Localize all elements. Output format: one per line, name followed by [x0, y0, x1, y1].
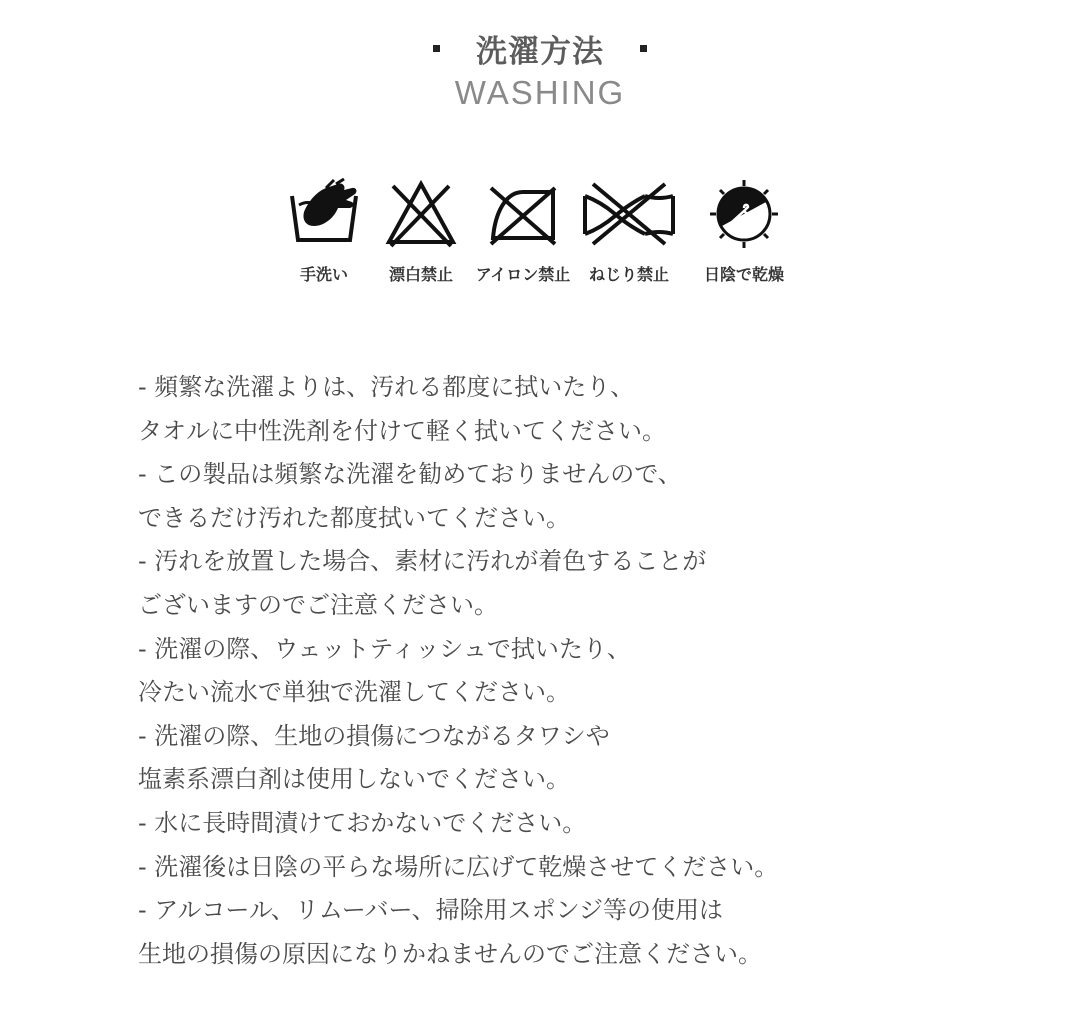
no-iron-icon [485, 178, 561, 248]
note-line: - この製品は頻繁な洗濯を勧めておりませんので、 [138, 460, 682, 489]
note-line: - 洗濯の際、ウェットティッシュで拭いたり、 [138, 634, 631, 663]
care-symbols [282, 178, 802, 298]
shade-dry-icon [706, 178, 782, 248]
care-item-hand-wash [272, 178, 376, 285]
washing-notes [138, 366, 1018, 976]
note-line: - 洗濯後は日陰の平らな場所に広げて乾燥させてください。 [138, 852, 779, 881]
care-label: 手洗い [299, 265, 348, 284]
title-row [0, 26, 1080, 70]
note-line: 冷たい流水で単独で洗濯してください。 [138, 678, 570, 707]
left-square-bullet [433, 45, 440, 52]
note-line: - アルコール、リムーバー、掃除用スポンジ等の使用は [138, 896, 723, 925]
care-label: 日陰で乾燥 [703, 265, 784, 284]
note-line: 塩素系漂白剤は使用しないでください。 [138, 765, 570, 794]
care-label: 漂白禁止 [388, 265, 453, 284]
note-line: - 洗濯の際、生地の損傷につながるタワシや [138, 721, 610, 750]
page-title: 洗濯方法 [476, 33, 604, 70]
care-item-no-iron [471, 178, 575, 285]
hand-wash-icon [286, 178, 362, 248]
no-wring-icon [579, 178, 679, 248]
care-item-shade-dry [692, 178, 796, 285]
note-line: ございますのでご注意ください。 [138, 590, 498, 619]
care-label: ねじり禁止 [588, 265, 669, 284]
right-square-bullet [640, 45, 647, 52]
care-item-no-wring [577, 178, 681, 285]
note-line: - 頻繁な洗濯よりは、汚れる都度に拭いたり、 [138, 373, 635, 401]
page-header [0, 26, 1080, 112]
no-bleach-icon [383, 178, 459, 248]
care-item-no-bleach [369, 178, 473, 285]
note-line: できるだけ汚れた都度拭いてください。 [138, 503, 570, 532]
note-line: タオルに中性洗剤を付けて軽く拭いてください。 [138, 416, 666, 445]
page-subtitle: WASHING [454, 74, 626, 111]
note-line: - 水に長時間漬けておかないでください。 [138, 808, 587, 837]
note-line: 生地の損傷の原因になりかねませんのでご注意ください。 [138, 939, 762, 968]
care-label: アイロン禁止 [475, 265, 571, 284]
note-line: - 汚れを放置した場合、素材に汚れが着色することが [138, 547, 707, 576]
